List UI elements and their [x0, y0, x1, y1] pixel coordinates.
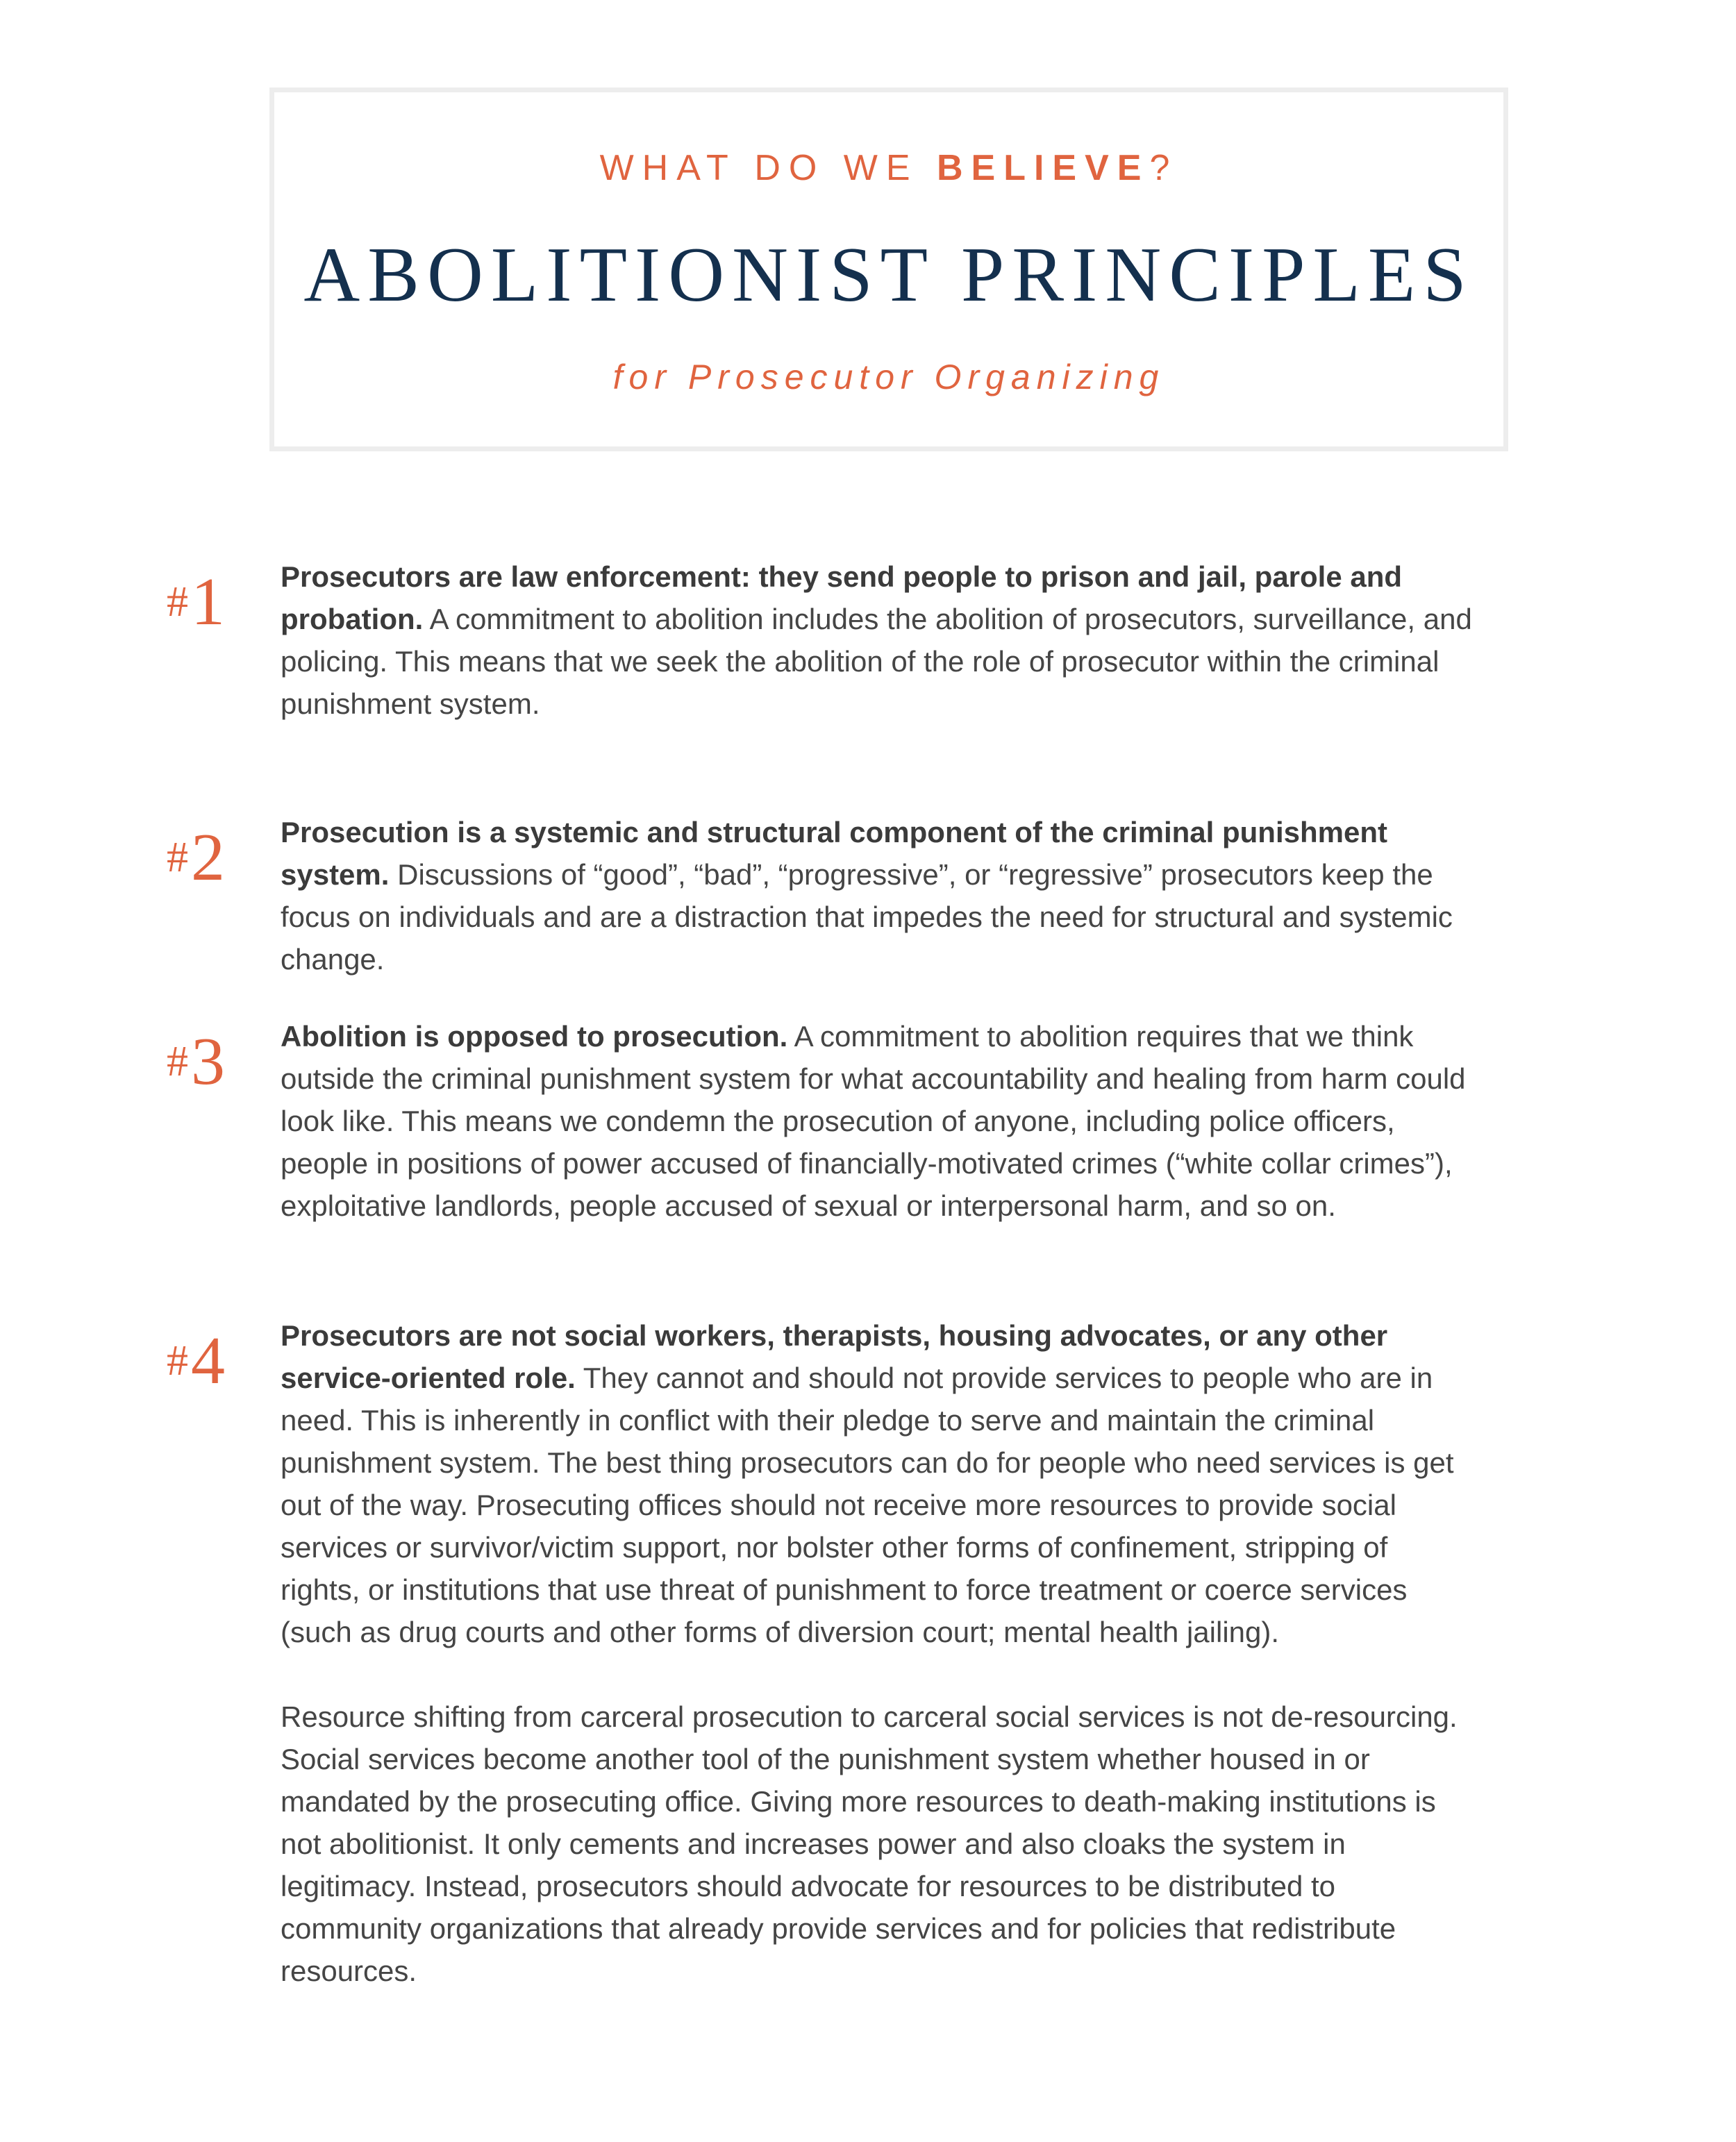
number-value: 3: [191, 1024, 225, 1099]
principle-text: [281, 555, 1475, 725]
page-title: ABOLITIONIST PRINCIPLES: [303, 232, 1474, 318]
principle-text: [281, 1314, 1475, 1992]
hash-mark: #: [167, 578, 188, 626]
title-box: [269, 87, 1508, 451]
principle-lead: Prosecutors are law enforcement: they send people to prison and jail, parole and probation.: [281, 560, 1403, 635]
hash-mark: #: [167, 834, 188, 881]
principle-body: Discussions of “good”, “bad”, “progressive”, or “regressive” prosecutors keep the focus on individuals and are a distraction that impedes the need for structural and systemic change.: [281, 858, 1453, 976]
hash-mark: #: [167, 1038, 188, 1085]
principle-body: A commitment to abolition includes the abolition of prosecutors, surveillance, and policing. This means that we seek the abolition of the role of prosecutor within the criminal punishment system.: [281, 603, 1472, 720]
principle-number: [167, 1024, 225, 1099]
kicker-emphasis: BELIEVE: [936, 148, 1150, 188]
principle-text: [281, 811, 1475, 980]
principle-body: They cannot and should not provide services to people who are in need. This is inherently in conflict with their pledge to serve and maintain the criminal punishment system. The best thing prosecutors can do for people who need services is get out of the way. Prosecuting offices should not receive more resources to provide social services or survivor/victim support, nor bolster other forms of confinement, stripping of rights, or institutions that use threat of punishment to force treatment or coerce services (such as drug courts and other forms of diversion court; mental health jailing).: [281, 1362, 1454, 1648]
principle-lead: Prosecution is a systemic and structural component of the criminal punishment system.: [281, 816, 1387, 891]
kicker-punctuation: ?: [1149, 148, 1178, 188]
number-value: 2: [191, 820, 225, 895]
kicker-text: WHAT DO WE: [599, 148, 937, 188]
principle-text: [281, 1015, 1475, 1227]
page-subtitle: for Prosecutor Organizing: [612, 358, 1165, 396]
principle-number: [167, 820, 225, 895]
principle-lead: Abolition is opposed to prosecution.: [281, 1020, 788, 1053]
number-value: 4: [191, 1323, 225, 1398]
kicker: [274, 150, 1503, 186]
principle-body: A commitment to abolition requires that we think outside the criminal punishment system for what accountability and healing from harm could look like. This means we condemn the prosecution of anyone, including police officers, people in positions of power accused of financially-motivated crimes (“white collar crimes”), exploitative landlords, people accused of sexual or interpersonal harm, and so on.: [281, 1020, 1466, 1222]
principle-number: [167, 1323, 225, 1398]
principle-extra-paragraph: Resource shifting from carceral prosecution to carceral social services is not de-resourcing. Social services become another tool of the punishment system whether housed in or mandated by the prosecuting office. Giving more resources to death-making institutions is not abolitionist. It only cements and increases power and also cloaks the system in legitimacy. Instead, prosecutors should advocate for resources to be distributed to community organizations that already provide services and for policies that redistribute resources.: [281, 1700, 1458, 1987]
principle-number: [167, 564, 225, 639]
number-value: 1: [191, 564, 225, 639]
hash-mark: #: [167, 1337, 188, 1384]
principle-lead: Prosecutors are not social workers, therapists, housing advocates, or any other service-oriented role.: [281, 1319, 1388, 1394]
